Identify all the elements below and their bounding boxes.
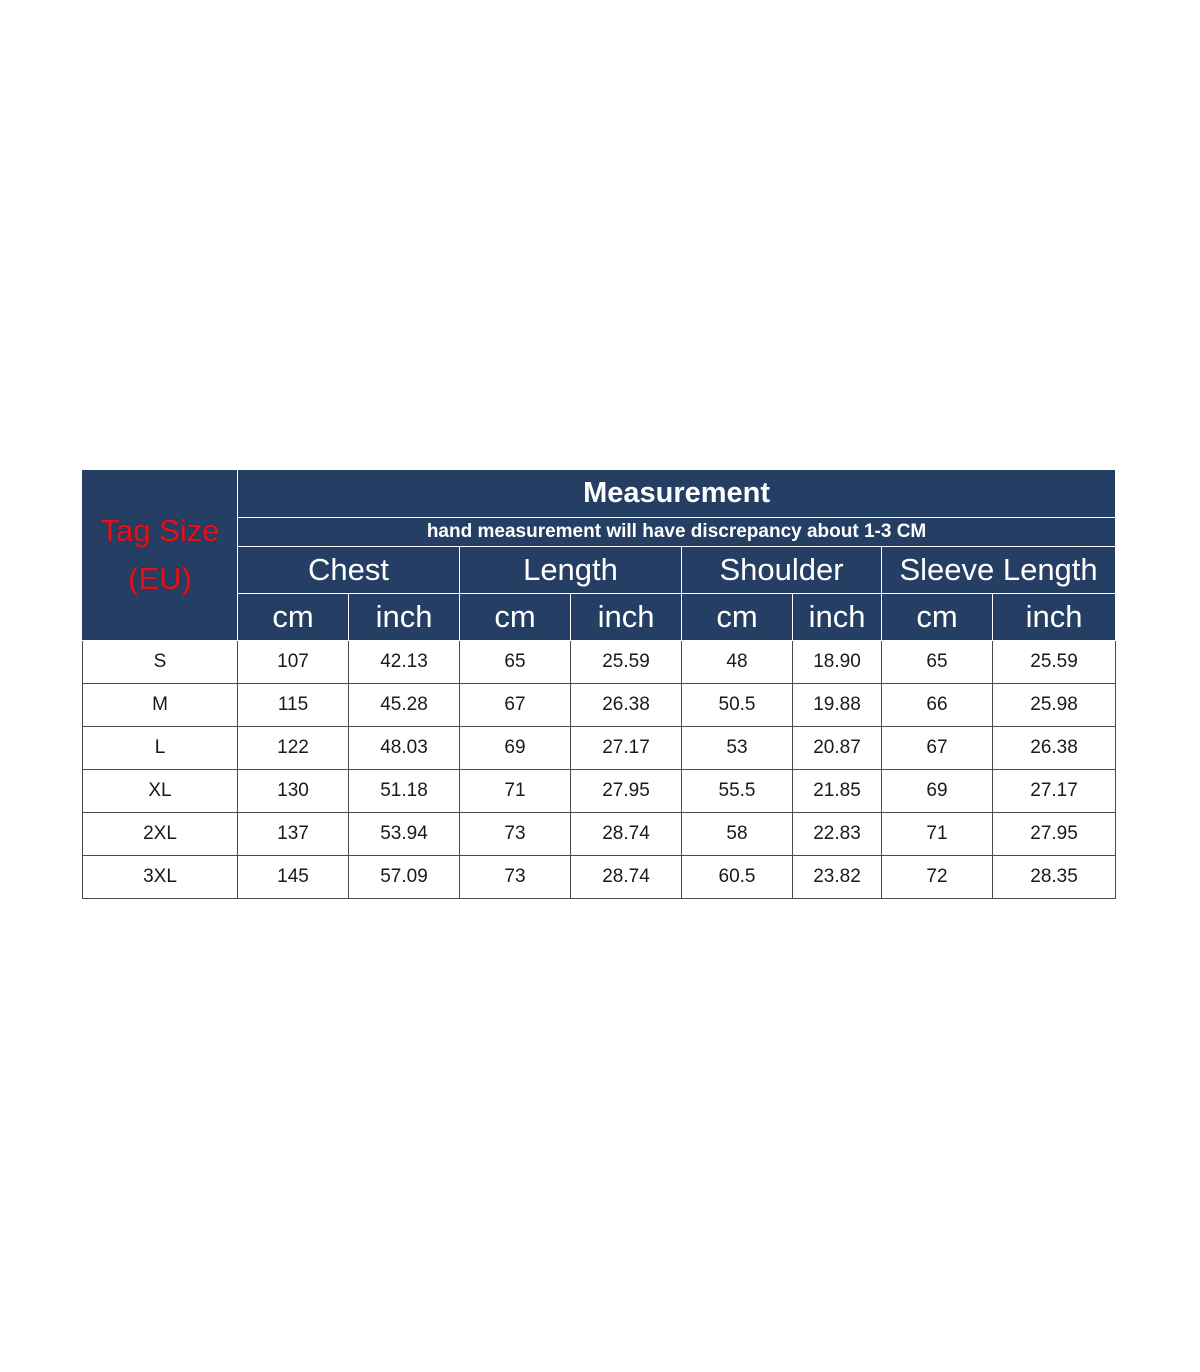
value-cell: 18.90 — [793, 641, 882, 684]
group-header-shoulder: Shoulder — [682, 547, 882, 594]
value-cell: 28.74 — [571, 856, 682, 899]
value-cell: 130 — [238, 770, 349, 813]
measurement-title: Measurement — [238, 470, 1116, 518]
value-cell: 21.85 — [793, 770, 882, 813]
value-cell: 27.95 — [571, 770, 682, 813]
size-cell: XL — [83, 770, 238, 813]
unit-header: inch — [793, 594, 882, 641]
value-cell: 28.35 — [993, 856, 1116, 899]
unit-header: cm — [882, 594, 993, 641]
value-cell: 72 — [882, 856, 993, 899]
size-cell: 2XL — [83, 813, 238, 856]
unit-header: cm — [460, 594, 571, 641]
value-cell: 57.09 — [349, 856, 460, 899]
value-cell: 27.17 — [993, 770, 1116, 813]
value-cell: 71 — [460, 770, 571, 813]
value-cell: 73 — [460, 813, 571, 856]
value-cell: 65 — [460, 641, 571, 684]
value-cell: 55.5 — [682, 770, 793, 813]
value-cell: 65 — [882, 641, 993, 684]
value-cell: 25.59 — [993, 641, 1116, 684]
value-cell: 27.17 — [571, 727, 682, 770]
value-cell: 50.5 — [682, 684, 793, 727]
table-row — [83, 813, 1116, 856]
value-cell: 107 — [238, 641, 349, 684]
value-cell: 42.13 — [349, 641, 460, 684]
value-cell: 28.74 — [571, 813, 682, 856]
value-cell: 73 — [460, 856, 571, 899]
table-row — [83, 684, 1116, 727]
value-cell: 48.03 — [349, 727, 460, 770]
table-row — [83, 770, 1116, 813]
tag-size-unit: (EU) — [128, 561, 192, 596]
unit-header: cm — [238, 594, 349, 641]
value-cell: 69 — [460, 727, 571, 770]
value-cell: 115 — [238, 684, 349, 727]
value-cell: 45.28 — [349, 684, 460, 727]
value-cell: 26.38 — [993, 727, 1116, 770]
value-cell: 58 — [682, 813, 793, 856]
group-header-chest: Chest — [238, 547, 460, 594]
unit-header: inch — [571, 594, 682, 641]
value-cell: 53 — [682, 727, 793, 770]
value-cell: 19.88 — [793, 684, 882, 727]
tag-size-label: Tag Size — [100, 513, 220, 548]
discrepancy-note: hand measurement will have discrepancy about 1-3 CM — [238, 518, 1116, 547]
value-cell: 67 — [460, 684, 571, 727]
group-header-sleeve-length: Sleeve Length — [882, 547, 1116, 594]
value-cell: 20.87 — [793, 727, 882, 770]
value-cell: 122 — [238, 727, 349, 770]
value-cell: 26.38 — [571, 684, 682, 727]
unit-header: inch — [349, 594, 460, 641]
size-cell: M — [83, 684, 238, 727]
value-cell: 25.59 — [571, 641, 682, 684]
table-row — [83, 641, 1116, 684]
value-cell: 60.5 — [682, 856, 793, 899]
value-cell: 67 — [882, 727, 993, 770]
size-cell: L — [83, 727, 238, 770]
table-row — [83, 856, 1116, 899]
value-cell: 53.94 — [349, 813, 460, 856]
value-cell: 27.95 — [993, 813, 1116, 856]
size-cell: 3XL — [83, 856, 238, 899]
tag-size-header — [83, 470, 238, 641]
size-chart-table — [82, 469, 1116, 899]
value-cell: 51.18 — [349, 770, 460, 813]
value-cell: 137 — [238, 813, 349, 856]
value-cell: 48 — [682, 641, 793, 684]
value-cell: 25.98 — [993, 684, 1116, 727]
group-header-length: Length — [460, 547, 682, 594]
value-cell: 23.82 — [793, 856, 882, 899]
table-row — [83, 727, 1116, 770]
value-cell: 22.83 — [793, 813, 882, 856]
value-cell: 145 — [238, 856, 349, 899]
unit-header: cm — [682, 594, 793, 641]
value-cell: 69 — [882, 770, 993, 813]
unit-header: inch — [993, 594, 1116, 641]
value-cell: 66 — [882, 684, 993, 727]
size-cell: S — [83, 641, 238, 684]
value-cell: 71 — [882, 813, 993, 856]
